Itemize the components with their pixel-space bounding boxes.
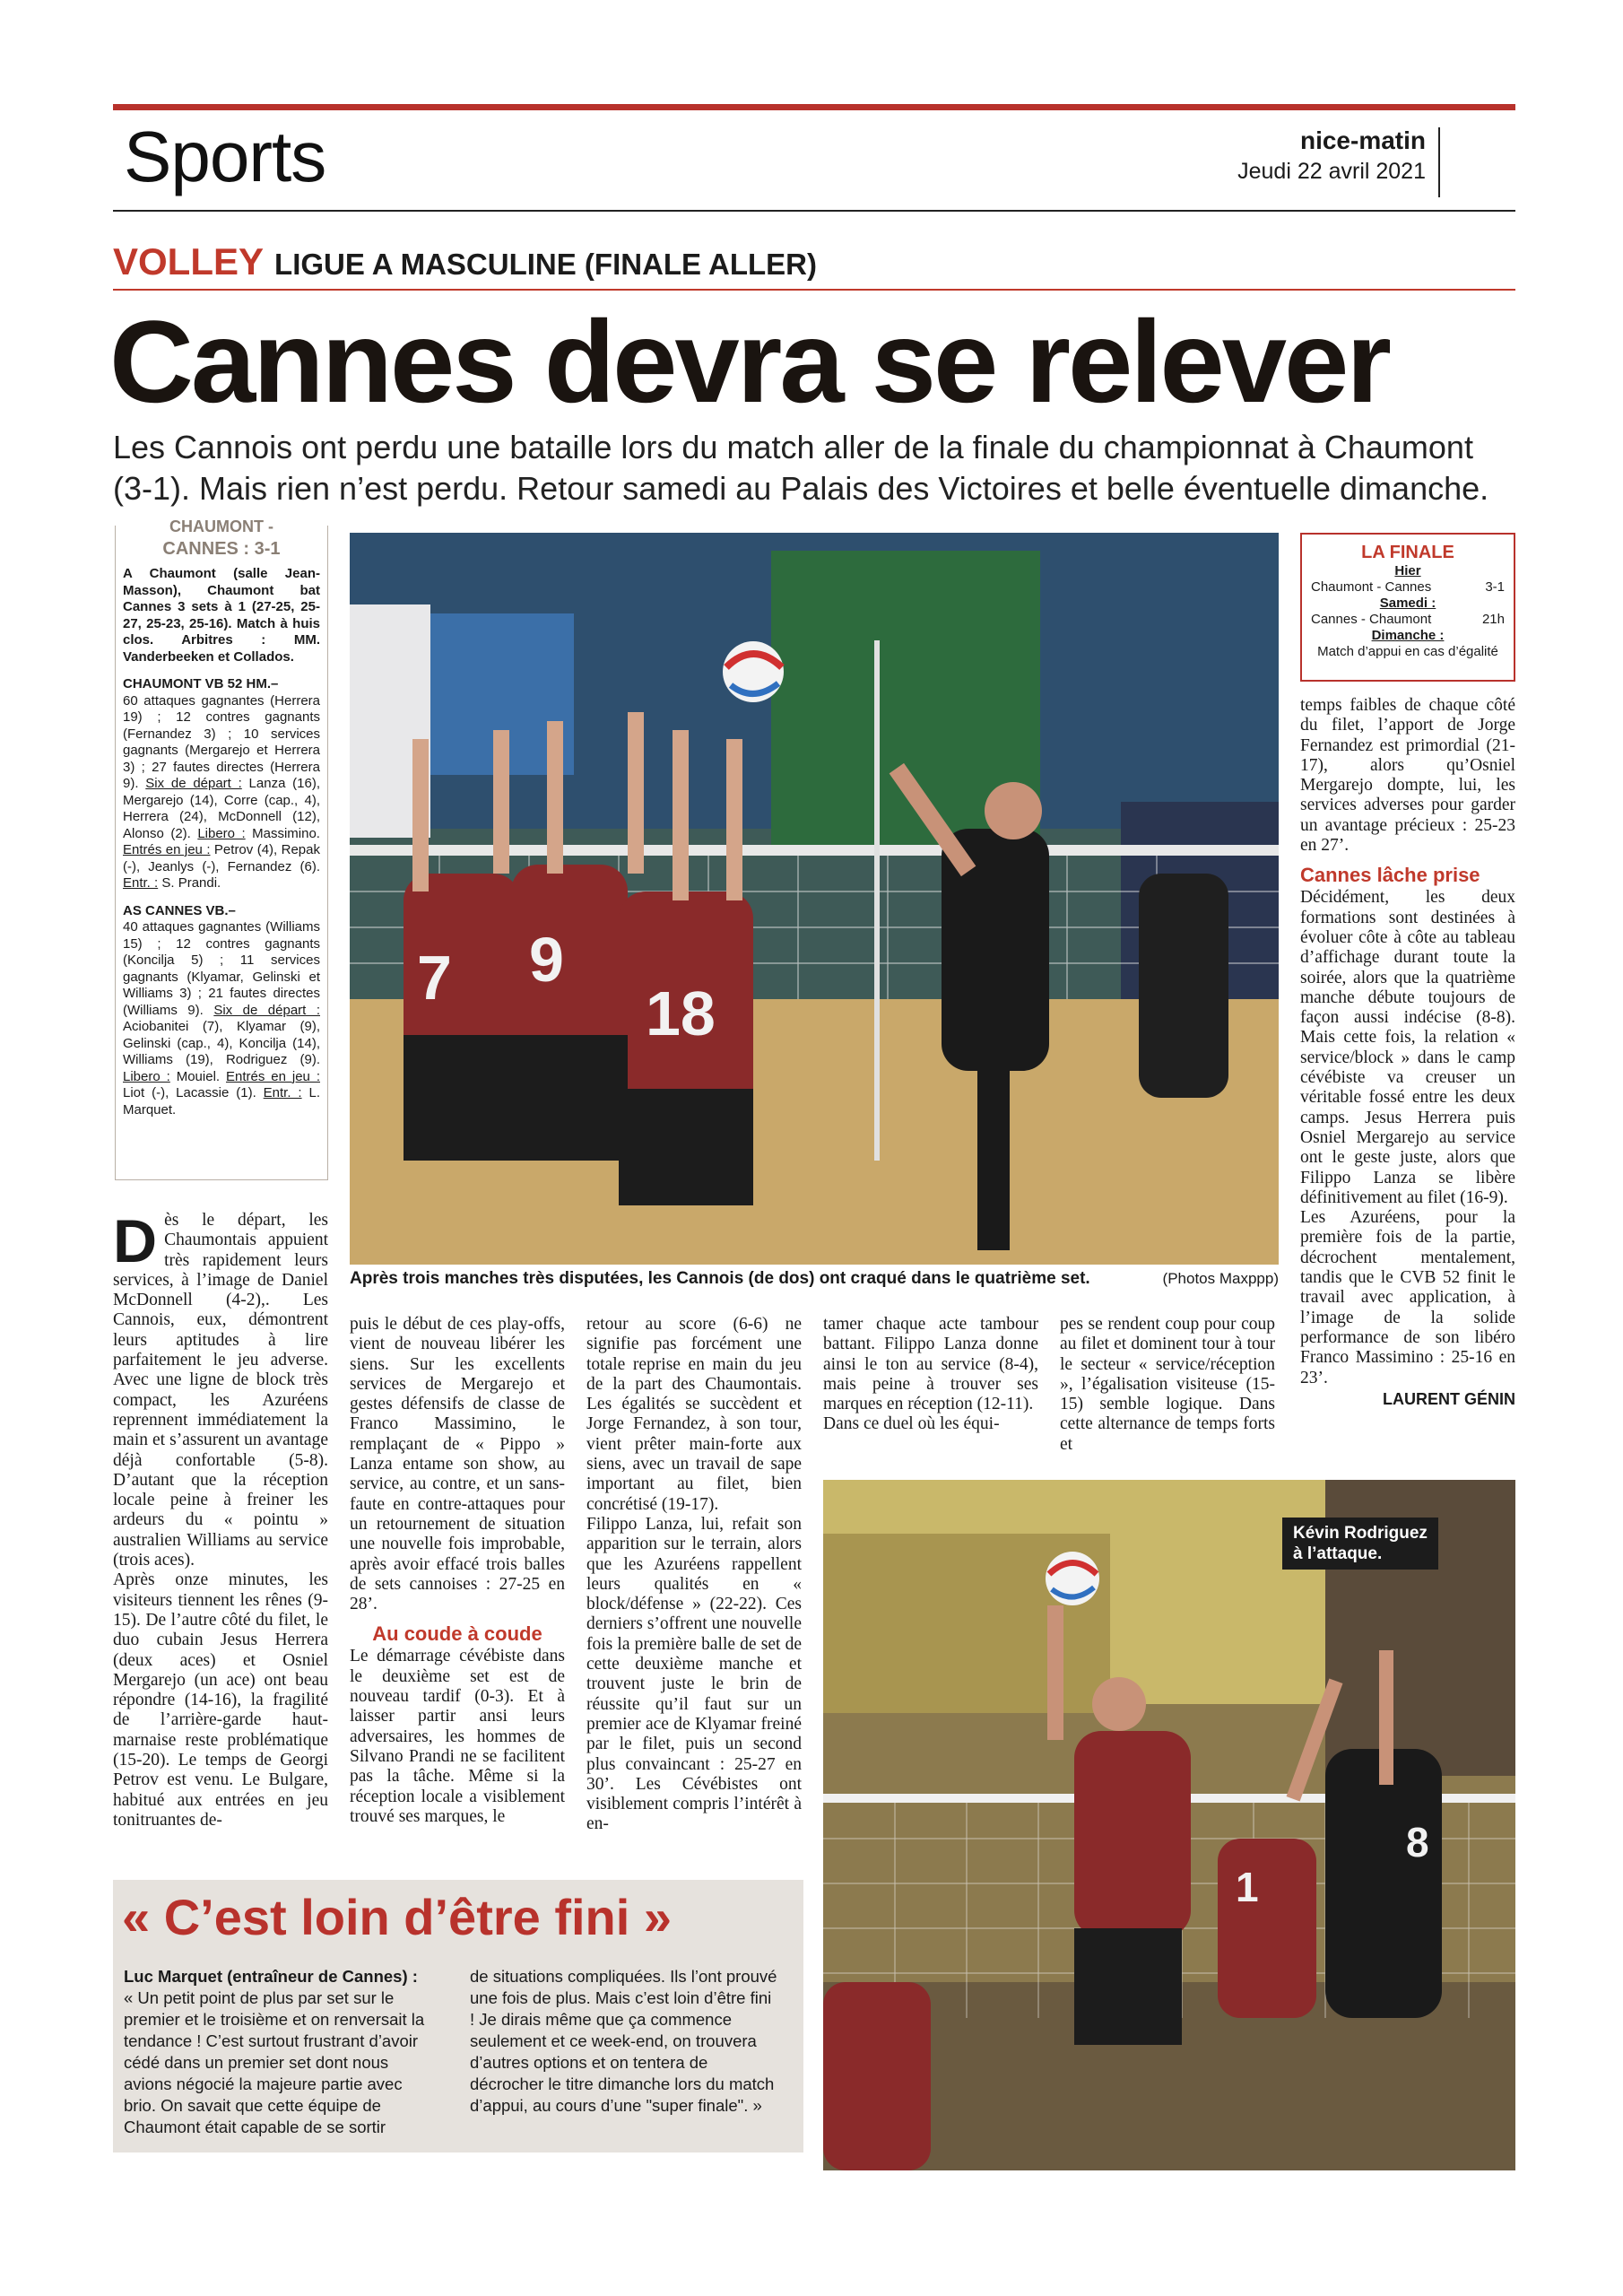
finale-note: Match d’appui en cas d’égalité [1317, 644, 1498, 659]
match-summary: A Chaumont (salle Jean-Masson), Chaumont bat Cannes 3 sets à 1 (27-25, 25-27, 25-23, 25-16). Match à huis clos. Arbitres : MM. Vanderbeeken et Collados. [123, 566, 320, 665]
team2-start: Aciobanitei (7), Klyamar (9), Gelinski (cap., 4), Koncilja (14), Williams (19), Rodriguez (9). [123, 1019, 320, 1067]
photo-credit: (Photos Maxppp) [1162, 1270, 1279, 1287]
photo2-caption-badge [1282, 1518, 1438, 1570]
header-rule [113, 210, 1515, 212]
photo2-caption-line1: Kévin Rodriguez [1293, 1524, 1428, 1543]
quote-title: « C’est loin d’être fini » [122, 1889, 673, 1945]
article-column-1 [113, 1207, 328, 1831]
svg-text:18: 18 [646, 978, 716, 1048]
paragraph-8: Dans ce duel où les équi- [823, 1414, 1000, 1434]
team1-subs: Petrov (4), Repak (-), Jeanlys (-), Fernandez (6). [123, 842, 320, 874]
article-column-5 [1060, 1315, 1275, 1455]
team1-libero-label: Libero : [197, 825, 246, 841]
subhead-cannes-lache: Cannes lâche prise [1300, 864, 1480, 887]
paragraph-1: ès le départ, les Chaumontais appuient très rapidement leurs services, à l’image de Daniel McDonnell (4-2),. Les Cannois, eux, démontrent leurs aptitudes à lire parfaitement le jeu adverse. Avec une ligne de block très compact, les Azuréens reprennent immédiatement la main et s’assurent un avantage déjà confortable (5-8). D’autant que la réception locale peine à freiner les ardeurs du « pointu » australien Williams au service (trois aces). [113, 1211, 328, 1570]
team1-coach: S. Prandi. [158, 875, 221, 891]
team2-stats-text: 40 attaques gagnantes (Williams 15) ; 12 contres gagnants (Koncilja 5) ; 11 services gagnants (Klyamar, Gelinski et Williams 3) ; 21 fautes directes (Williams 9). [123, 919, 320, 1018]
paragraph-11: Décidément, les deux formations sont destinées à évoluer côte à côte au tableau d’affichage durant toute la soirée, alors que la quatrième manche débute toujours de façon aussi indécise (8-8). Mais cette fois, la relation « service/block » dans le camp cévébiste va creuser un véritable fossé entre les deux camps. Jesus Herrera puis Osniel Mergarejo au service ont le geste juste, alors que Filippo Lanza se libère définitivement au filet (16-9). [1300, 888, 1515, 1207]
team2-subs: Liot (-), Lacassie (1). [123, 1085, 256, 1100]
subhead-au-coude: Au coude à coude [372, 1622, 542, 1646]
paragraph-3: puis le début de ces play-offs, vient de nouveau libérer les siens. Sur les excellents services de Mergarejo et gestes défensifs de classe de Franco Massimino, le remplaçant de « Pippo » Lanza entame son show, au service, au contre, et un sans-faute en contre-attaques pour un retournement de situation une nouvelle fois improbable, après avoir effacé trois balles de sets cannoises : 27-25 en 28’. [350, 1315, 565, 1614]
team1-start-label: Six de départ : [145, 776, 242, 791]
volleyball-net-photo [350, 533, 1279, 1265]
article-column-3 [586, 1315, 802, 1835]
team1-stats [123, 693, 320, 892]
photo1-caption [350, 1268, 1279, 1290]
team2-libero: Mouiel. [169, 1068, 221, 1084]
team2-coach: L. Marquet. [123, 1085, 320, 1118]
finale-heading-saturday: Samedi : [1379, 596, 1436, 611]
paragraph-4: Le démarrage cévébiste dans le deuxième set est de nouveau tardif (0-3). Et à laisser partir ansi leurs adversaires, les hommes de Silvano Prandi ne se facilitent pas la tâche. Même si la réception locale a visiblement trouvé ses marques, le [350, 1647, 565, 1826]
team2-coach-label: Entr. : [263, 1085, 302, 1100]
article-column-4 [823, 1315, 1038, 1435]
competition-label: LIGUE A MASCULINE (FINALE ALLER) [274, 248, 817, 281]
team2-start-label: Six de départ : [213, 1002, 320, 1018]
paragraph-9: pes se rendent coup pour coup au filet et dominent tour à tour le secteur « service/réception », l’égalisation visiteuse (15-15) semble logique. Dans cette alternance de temps forts et [1060, 1315, 1275, 1454]
kicker [113, 240, 817, 283]
article-column-6 [1300, 696, 1515, 1410]
quote-box [113, 1880, 803, 2152]
rodriguez-attack-photo [823, 1480, 1515, 2170]
photo1-caption-text: Après trois manches très disputées, les Cannois (de dos) ont craqué dans le quatrième set. [350, 1269, 1090, 1288]
finale-heading-sunday: Dimanche : [1371, 628, 1445, 643]
finale-heading-yesterday: Hier [1394, 563, 1421, 578]
finale-result-1: 3-1 [1485, 579, 1505, 595]
team1-stats-text: 60 attaques gagnantes (Herrera 19) ; 12 contres gagnants (Fernandez 3) ; 10 services gagnants (Mergarejo et Herrera 3) ; 27 fautes directes (Herrera 9). [123, 692, 320, 791]
paragraph-5: retour au score (6-6) ne signifie pas forcément une totale reprise en main du jeu de la part des Chaumontais. Les égalités se succèdent et Jorge Fernandez, à son tour, vient prêter main-forte aux siens, avec un travail de sape important au filet, bien concrétisé (19-17). [586, 1315, 802, 1514]
finale-title: LA FINALE [1361, 543, 1454, 562]
paragraph-2: Après onze minutes, les visiteurs tiennent les rênes (9-15). De l’autre côté du filet, le duo cubain Jesus Herrera (deux aces) et Osniel Mergarejo (un ace) ont beau répondre (14-16), la fragilité de l’arrière-garde haut-marnaise reste problématique (15-20). Le temps de Georgi Petrov est venu. Le Bulgare, habitué aux entrées en jeu tonitruantes de- [113, 1570, 328, 1830]
drop-cap: D [113, 1207, 158, 1275]
standfirst: Les Cannois ont perdu une bataille lors du match aller de la finale du championnat à Chaumont (3-1). Mais rien n’est perdu. Retour samedi au Palais des Victoires et belle éventuelle dimanche. [113, 429, 1489, 507]
svg-text:1: 1 [1236, 1864, 1259, 1910]
quote-text-2: de situations compliquées. Ils l’ont prouvé une fois de plus. Mais c’est loin d’être fini ! Je dirais même que ça commence seulement et ce week-end, on trouvera d’autres options et on tentera de décrocher le titre dimanche lors du match d’appui, au cours d’une "super finale". » [470, 1967, 777, 2115]
masthead [1166, 126, 1426, 187]
article-column-2 [350, 1315, 565, 1827]
kicker-rule [113, 289, 1515, 291]
svg-text:7: 7 [417, 943, 452, 1013]
team1-coach-label: Entr. : [123, 875, 159, 891]
finale-box [1300, 533, 1515, 682]
team2-stats [123, 919, 320, 1118]
score-box [115, 517, 328, 1180]
quote-column-2 [470, 1966, 780, 2117]
paragraph-10: temps faibles de chaque côté du filet, l’apport de Jorge Fernandez est primordial (21-17), alors qu’Osniel Mergarejo dompte, lui, les services adverses pour garder un avantage précieux : 25-23 en 27’. [1300, 696, 1515, 856]
headline: Cannes devra se relever [109, 296, 1389, 427]
quote-text-1: « Un petit point de plus par set sur le premier et le troisième et on renversait la tendance ! C’est surtout frustrant d’avoir cédé dans un premier set dont nous avions négocié la majeure partie avec brio. On savait que cette équipe de Chaumont était capable de se sortir [124, 1988, 425, 2136]
photo2-caption-line2: à l’attaque. [1293, 1544, 1383, 1563]
finale-match-1: Chaumont - Cannes [1311, 579, 1432, 595]
team2-subs-label: Entrés en jeu : [226, 1068, 320, 1084]
svg-text:8: 8 [1406, 1819, 1429, 1866]
score-title-line1: CHAUMONT - [116, 516, 327, 537]
section-title: Sports [124, 117, 326, 196]
paragraph-7: tamer chaque acte tambour battant. Filippo Lanza donne ainsi le ton au service (8-4), mais peine à trouver ses marques en réception (12-11). [823, 1315, 1038, 1414]
paragraph-12: Les Azuréens, pour la première fois de la partie, décrochent mentalement, tandis que le CVB 52 finit le travail avec application, à l’image de la solide performance de son libéro Franco Massimino : 25-16 en 23’. [1300, 1208, 1515, 1387]
score-title-line2: CANNES : 3-1 [162, 539, 281, 559]
finale-time-2: 21h [1481, 612, 1505, 627]
team1-libero: Massimino. [245, 825, 320, 841]
svg-text:9: 9 [529, 925, 564, 995]
photo-rodriguez-attack [823, 1480, 1515, 2170]
photo-block-at-net [350, 533, 1279, 1265]
finale-row-1 [1302, 579, 1514, 596]
team1-subs-label: Entrés en jeu : [123, 842, 211, 857]
score-details [116, 561, 327, 1118]
top-rule [113, 104, 1515, 110]
quote-column-1 [124, 1966, 434, 2138]
finale-match-2: Cannes - Chaumont [1311, 612, 1432, 627]
finale-row-2 [1302, 612, 1514, 628]
author-byline: LAURENT GÉNIN [1383, 1389, 1515, 1408]
team1-name: CHAUMONT VB 52 HM.– [123, 676, 279, 691]
publication-name: nice-matin [1299, 126, 1426, 154]
team1-start: Lanza (16), Mergarejo (14), Corre (cap., 4), Herrera (24), McDonnell (12), Alonso (2). [123, 776, 321, 841]
paragraph-6: Filippo Lanza, lui, refait son apparition sur le terrain, alors que les Azuréens rappellent leurs qualités en « block/défense » (22-22). Ces derniers s’offrent une nouvelle fois la première balle de set de cette deuxième manche et trouvent juste le brin de réussite qu’il faut sur un premier ace de Klyamar freiné par le filet, puis un second plus convaincant : 25-27 en 30’. Les Cévébistes ont visiblement compris l’intérêt à en- [586, 1514, 802, 1834]
issue-date: Jeudi 22 avril 2021 [1237, 159, 1426, 184]
quote-speaker: Luc Marquet (entraîneur de Cannes) : [124, 1967, 418, 1986]
masthead-divider [1438, 127, 1440, 197]
team2-libero-label: Libero : [123, 1068, 170, 1084]
sport-label: VOLLEY [113, 240, 265, 283]
team2-name: AS CANNES VB.– [123, 902, 236, 918]
